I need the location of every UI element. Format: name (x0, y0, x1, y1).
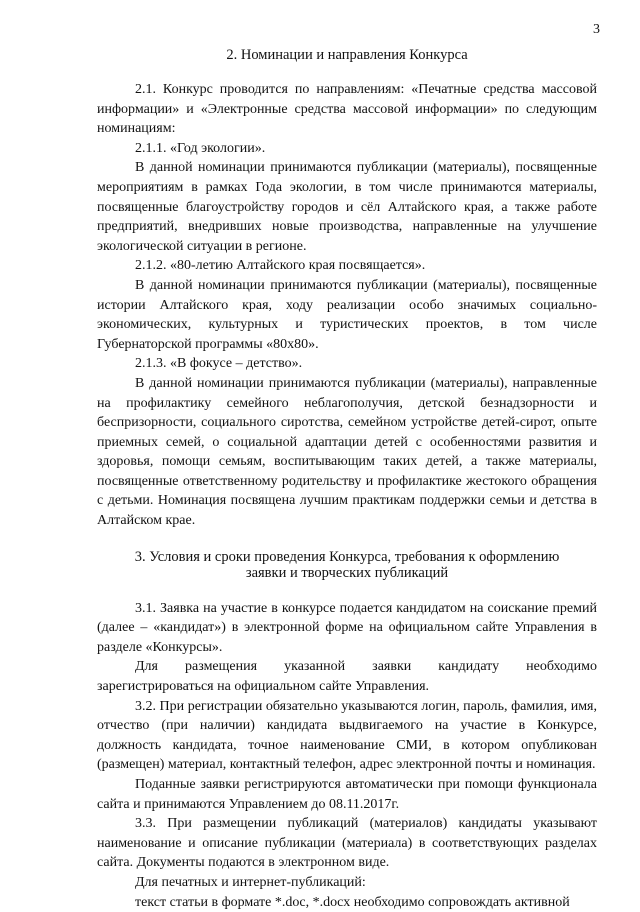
paragraph-3-3-print-publications: Для печатных и интернет-публикаций: (135, 874, 366, 890)
page-number: 3 (593, 22, 600, 37)
section-2-heading: 2. Номинации и направления Конкурса (226, 47, 468, 63)
nomination-2-1-2-text: В данной номинации принимаются публикации (материалы), посвященные истории Алтайского края, ходу реализации особо значимых социально-экономических, культурных и туристических проектов, в том числе Губернаторской программы «80х80». (97, 277, 597, 352)
section-3-heading (97, 549, 597, 581)
nomination-2-1-1-title: 2.1.1. «Год экологии». (135, 140, 266, 156)
paragraph-3-3-text-format: текст статьи в формате *.doc, *.docx необходимо сопровождать активной (135, 894, 570, 910)
paragraph-2-1: 2.1. Конкурс проводится по направлениям: «Печатные средства массовой информации» и «Электронные средства массовой информации» по следующим номинациям: (97, 82, 597, 137)
paragraph-3-2: 3.2. При регистрации обязательно указываются логин, пароль, фамилия, имя, отчество (при наличии) кандидата выдвигаемого на участие в Конкурсе, должность кандидата, точное наименование СМИ, в котором опубликован (размещен) материал, контактный телефон, адрес электронной почты и номинация. (97, 698, 597, 773)
section-3-heading-line-2: заявки и творческих публикаций (245, 564, 449, 581)
nomination-2-1-2-title: 2.1.2. «80-летию Алтайского края посвящается». (135, 258, 426, 274)
paragraph-3-2-deadline: Поданные заявки регистрируются автоматически при помощи функционала сайта и принимаются Управлением до 08.11.2017г. (97, 777, 597, 812)
paragraph-3-3: 3.3. При размещении публикаций (материалов) кандидаты указывают наименование и описание публикации (материала) в соответствующих разделах сайта. Документы подаются в электронном виде. (97, 816, 597, 871)
nomination-2-1-3-title: 2.1.3. «В фокусе – детство». (135, 356, 303, 372)
paragraph-3-1-registration: Для размещения указанной заявки кандидату необходимо зарегистрироваться на официальном сайте Управления. (97, 659, 597, 695)
paragraph-3-1: 3.1. Заявка на участие в конкурсе подается кандидатом на соискание премий (далее – «кандидат») в электронной форме на официальном сайте Управления в разделе «Конкурсы». (97, 600, 597, 655)
nomination-2-1-3-text: В данной номинации принимаются публикации (материалы), направленные на профилактику семейного неблагополучия, детской безнадзорности и беспризорности, социального сиротства, семейном устройстве детей-сирот, опыте приемных семей, о социальной адаптации детей с особенностями развития и здоровья, помощи семьям, воспитывающим таких детей, а также материалы, посвященные ответственному родительству и профилактике жестокого обращения с детьми. Номинация посвящена лучшим практикам поддержки семьи и детства в Алтайском крае. (97, 375, 597, 529)
nomination-2-1-1-text: В данной номинации принимаются публикации (материалы), посвященные мероприятиям в рамках Года экологии, в том числе принимаются материалы, посвященные благоустройству городов и сёл Алтайского края, а также работе предприятий, внедривших новые производства, направленные на улучшение экологической ситуации в регионе. (97, 160, 597, 254)
document-body (97, 46, 597, 912)
section-3-heading-line-1: 3. Условия и сроки проведения Конкурса, требования к оформлению (134, 548, 560, 565)
